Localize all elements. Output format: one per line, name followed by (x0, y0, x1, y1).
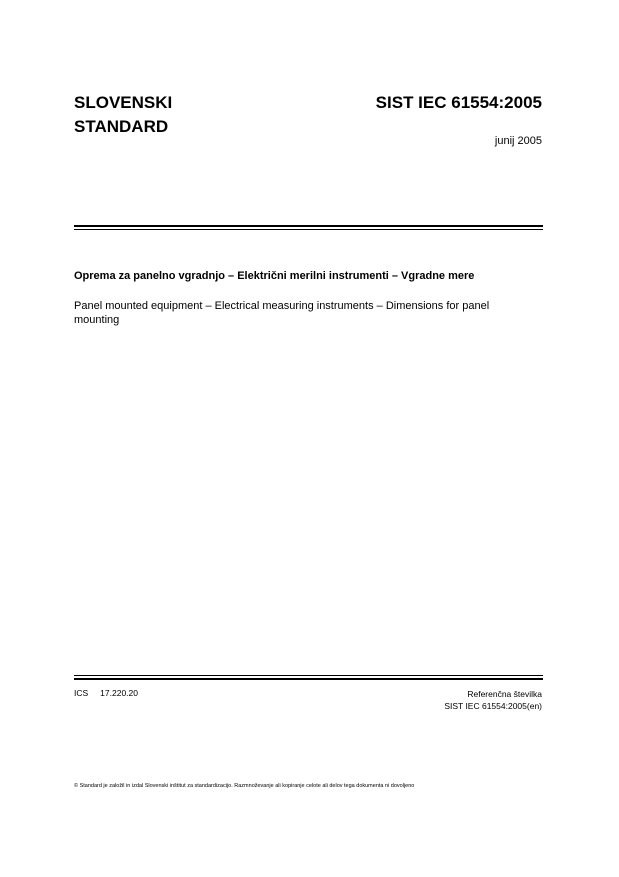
ics-label: ICS (74, 688, 89, 698)
standard-type-line2: STANDARD (74, 117, 169, 136)
top-divider-thick (74, 225, 543, 227)
bottom-divider-thin (74, 675, 543, 676)
standard-type-heading (74, 91, 172, 139)
ics-classification (74, 688, 138, 699)
ics-code: 17.220.20 (100, 688, 138, 698)
bottom-divider-thick (74, 678, 543, 680)
title-english: Panel mounted equipment – Electrical measuring instruments – Dimensions for panel mounting (74, 300, 490, 326)
title-slovenian: Oprema za panelno vgradnjo – Električni merilni instrumenti – Vgradne mere (74, 270, 475, 282)
standard-type-line1: SLOVENSKI (74, 93, 173, 112)
top-divider-thin (74, 229, 543, 230)
copyright-notice: © Standard je založil in izdal Slovenski inštitut za standardizacijo. Razmnoževanje ali kopiranje celote ali delov tega dokumenta ni dovoljeno (74, 783, 415, 789)
reference-block (444, 688, 542, 712)
reference-number: SIST IEC 61554:2005(en) (444, 701, 542, 711)
publication-date: junij 2005 (494, 135, 542, 147)
reference-label: Referenčna številka (467, 689, 542, 699)
standard-number: SIST IEC 61554:2005 (375, 93, 542, 112)
